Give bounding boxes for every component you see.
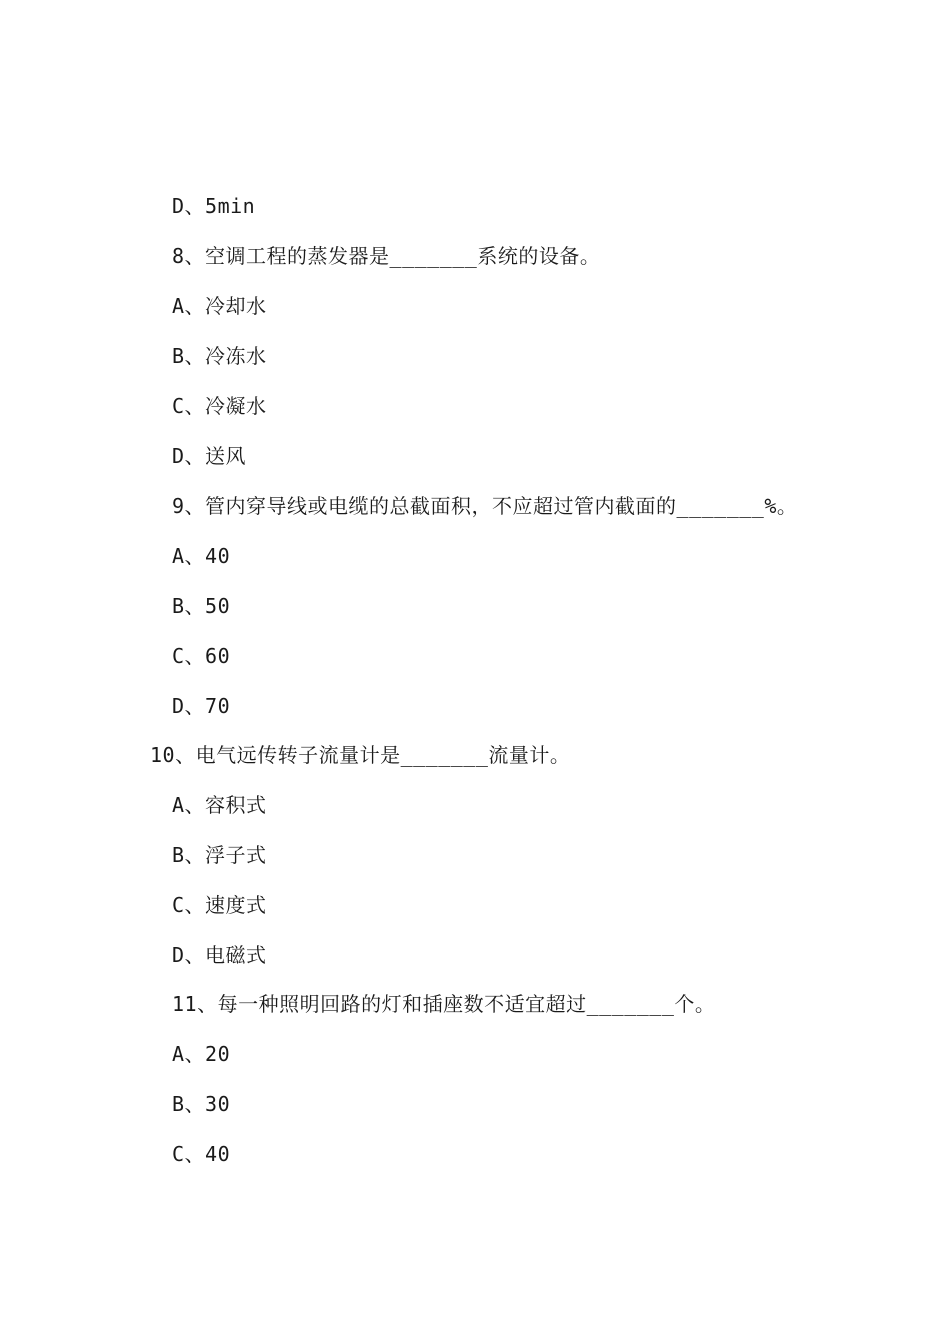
- q8-option-b: B、冷冻水: [172, 344, 267, 368]
- q10-option-d: D、电磁式: [172, 943, 267, 967]
- q8-question: 8、空调工程的蒸发器是_______系统的设备。: [172, 244, 601, 268]
- q9-option-c: C、60: [172, 644, 231, 668]
- q8-option-d: D、送风: [172, 444, 247, 468]
- q11-option-b: B、30: [172, 1092, 231, 1116]
- q9-option-d: D、70: [172, 694, 231, 718]
- q7-option-d: D、5min: [172, 194, 256, 218]
- q10-option-b: B、浮子式: [172, 843, 267, 867]
- q11-option-c: C、40: [172, 1142, 231, 1166]
- q10-option-c: C、速度式: [172, 893, 267, 917]
- q8-option-a: A、冷却水: [172, 294, 267, 318]
- q11-question: 11、每一种照明回路的灯和插座数不适宜超过_______个。: [172, 992, 716, 1016]
- q8-option-c: C、冷凝水: [172, 394, 267, 418]
- q9-question: 9、管内穿导线或电缆的总截面积，不应超过管内截面的_______%。: [172, 494, 798, 518]
- q10-option-a: A、容积式: [172, 793, 267, 817]
- q11-option-a: A、20: [172, 1042, 231, 1066]
- q10-question: 10、电气远传转子流量计是_______流量计。: [150, 743, 571, 767]
- q9-option-b: B、50: [172, 594, 231, 618]
- q9-option-a: A、40: [172, 544, 231, 568]
